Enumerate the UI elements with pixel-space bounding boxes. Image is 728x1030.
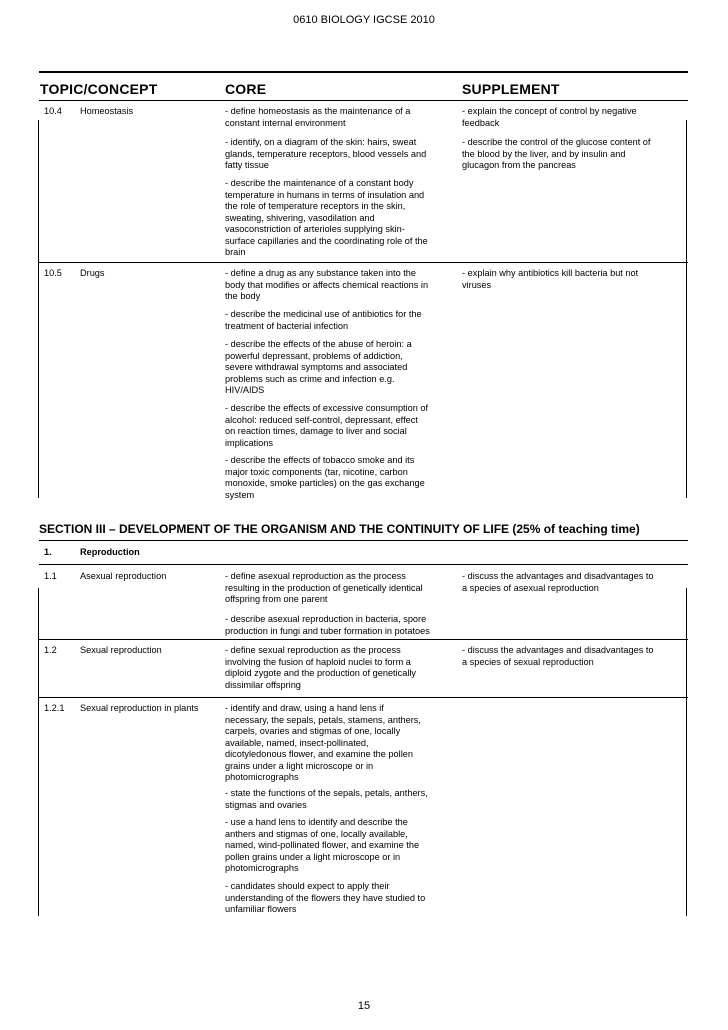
supplement-item: - explain why antibiotics kill bacteria but not viruses <box>462 268 639 290</box>
core-item: - define asexual reproduction as the process resulting in the production of genetically identical offspring from one parent <box>225 571 423 604</box>
subsection-rule <box>39 564 688 565</box>
supplement-item: - describe the control of the glucose content of the blood by the liver, and by insulin and glucagon from the pancreas <box>462 137 651 170</box>
subsection-num: 1. <box>44 547 52 557</box>
core-item: - describe the medicinal use of antibiotics for the treatment of bacterial infection <box>225 309 422 331</box>
page-number: 15 <box>357 1000 371 1012</box>
col-header-core: CORE <box>225 81 267 97</box>
row-num: 1.1 <box>44 571 57 581</box>
subsection-topic: Reproduction <box>80 547 140 557</box>
core-item: - state the functions of the sepals, petals, anthers, stigmas and ovaries <box>225 788 428 810</box>
row-divider <box>39 639 688 640</box>
row-num: 10.5 <box>44 268 62 278</box>
core-item: - identify, on a diagram of the skin: hairs, sweat glands, temperature receptors, blood vessels and fatty tissue <box>225 137 427 170</box>
row-num: 1.2 <box>44 645 57 655</box>
core-item: - define a drug as any substance taken into the body that modifies or affects chemical reactions in the body <box>225 268 429 301</box>
core-item: - describe asexual reproduction in bacteria, spore production in fungi and tuber formation in potatoes <box>225 614 430 636</box>
header-bottom-rule <box>39 100 688 101</box>
header-top-rule <box>39 71 688 73</box>
supplement-item: - explain the concept of control by negative feedback <box>462 106 637 128</box>
page-header: 0610 BIOLOGY IGCSE 2010 <box>293 14 435 26</box>
row-topic: Sexual reproduction in plants <box>80 703 199 713</box>
core-item: - define homeostasis as the maintenance of a constant internal environment <box>225 106 411 128</box>
supplement-item: - discuss the advantages and disadvantages to a species of asexual reproduction <box>462 571 654 593</box>
core-item: - identify and draw, using a hand lens if necessary, the sepals, petals, stamens, anthers, carpels, ovaries and stigmas of one, locally available, named, insect-pollinated, dicotyledonous flower, and examine the pollen grains under a light microscope or in photomicrographs <box>225 703 421 782</box>
section-rule <box>39 540 688 541</box>
row-divider <box>39 262 688 263</box>
col-header-supplement: SUPPLEMENT <box>462 81 560 97</box>
core-item: - describe the effects of tobacco smoke and its major toxic components (tar, nicotine, carbon monoxide, smoke particles) on the gas exchange system <box>225 455 425 500</box>
core-item: - describe the maintenance of a constant body temperature in humans in terms of insulation and the role of temperature receptors in the skin, sweating, shivering, vasodilation and vasoconstriction of arterioles supplying skin- surface capillaries and the coordinating role of the brain <box>225 178 428 257</box>
core-item: - describe the effects of excessive consumption of alcohol: reduced self-control, depressant, effect on reaction times, damage to liver and social implications <box>225 403 429 448</box>
right-border-2 <box>686 588 687 916</box>
right-border-1 <box>686 120 687 498</box>
row-topic: Asexual reproduction <box>80 571 167 581</box>
core-item: - use a hand lens to identify and describe the anthers and stigmas of one, locally available, named, wind-pollinated flower, and examine the pollen grains under a light microscope or in photomicrographs <box>225 817 420 873</box>
core-item: - describe the effects of the abuse of heroin: a powerful depressant, problems of addiction, severe withdrawal symptoms and associated problems such as crime and infection e.g. HIV/AIDS <box>225 339 412 395</box>
col-header-topic: TOPIC/CONCEPT <box>40 81 158 97</box>
left-border-2 <box>38 588 39 916</box>
supplement-item: - discuss the advantages and disadvantages to a species of sexual reproduction <box>462 645 654 667</box>
row-divider <box>39 697 688 698</box>
row-topic: Sexual reproduction <box>80 645 162 655</box>
core-item: - candidates should expect to apply their understanding of the flowers they have studied to unfamiliar flowers <box>225 881 426 914</box>
section-heading: SECTION III – DEVELOPMENT OF THE ORGANISM AND THE CONTINUITY OF LIFE (25% of teaching time) <box>39 522 640 536</box>
row-num: 1.2.1 <box>44 703 65 713</box>
left-border-1 <box>38 120 39 498</box>
row-num: 10.4 <box>44 106 62 116</box>
core-item: - define sexual reproduction as the process involving the fusion of haploid nuclei to form a diploid zygote and the production of genetically dissimilar offspring <box>225 645 417 690</box>
row-topic: Homeostasis <box>80 106 134 116</box>
row-topic: Drugs <box>80 268 105 278</box>
